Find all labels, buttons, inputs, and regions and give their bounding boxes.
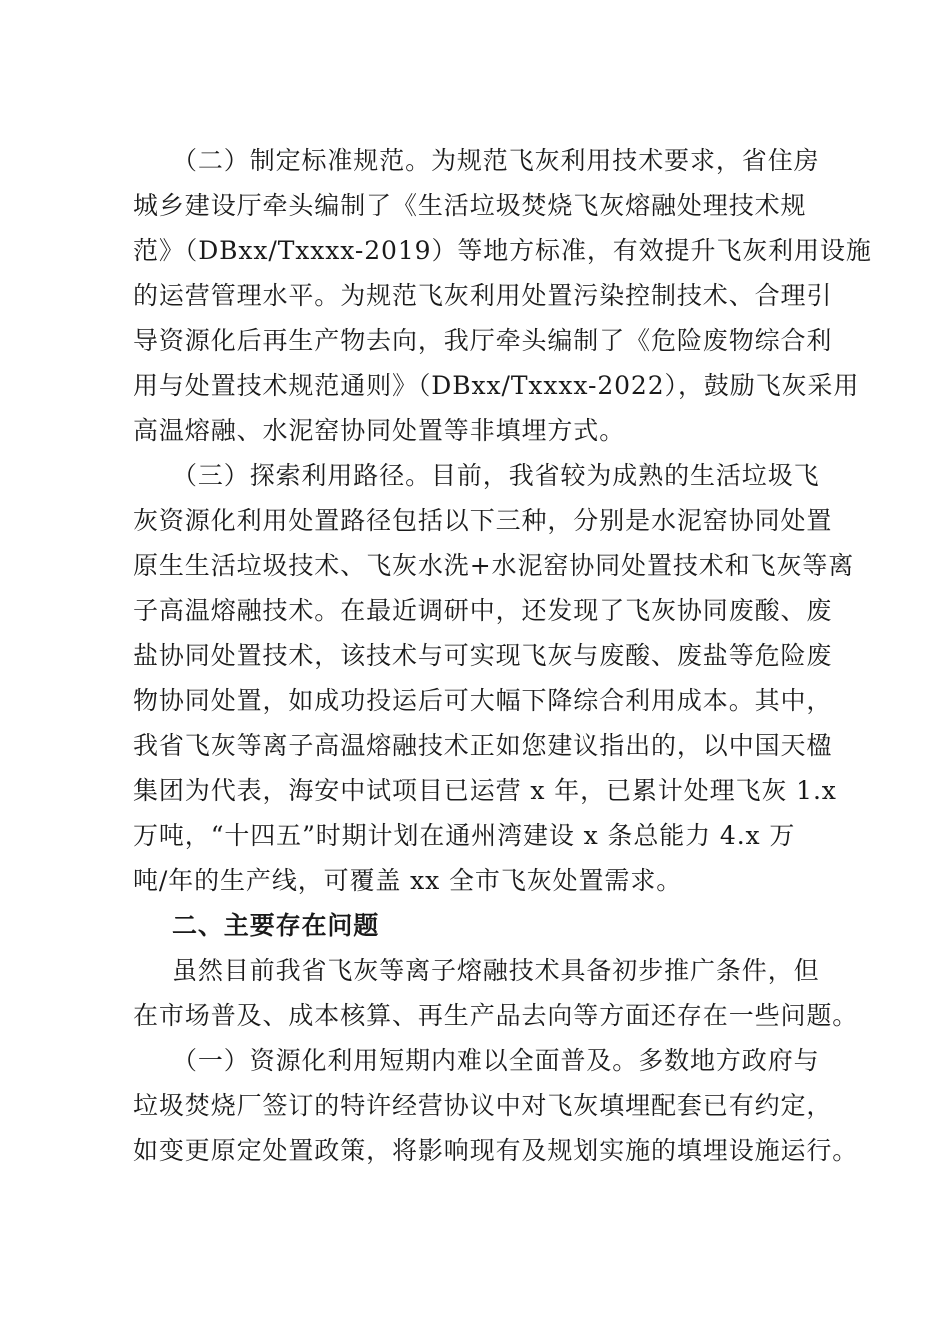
paragraph-line: 子高温熔融技术。在最近调研中，还发现了飞灰协同废酸、废: [133, 596, 833, 625]
paragraph-line: 在市场普及、成本核算、再生产品去向等方面还存在一些问题。: [133, 1001, 859, 1030]
paragraph-line: 物协同处置，如成功投运后可大幅下降综合利用成本。其中，: [133, 686, 833, 715]
paragraph-line: 原生生活垃圾技术、飞灰水洗+水泥窑协同处置技术和飞灰等离: [133, 551, 855, 580]
paragraph-line: 用与处置技术规范通则》（DBxx/Txxxx-2022），鼓励飞灰采用: [133, 371, 860, 400]
paragraph-line: 盐协同处置技术，该技术与可实现飞灰与废酸、废盐等危险废: [133, 641, 833, 670]
paragraph-line: 虽然目前我省飞灰等离子熔融技术具备初步推广条件，但: [172, 956, 820, 985]
paragraph-line: 城乡建设厅牵头编制了《生活垃圾焚烧飞灰熔融处理技术规: [133, 191, 807, 220]
paragraph-line: （二）制定标准规范。为规范飞灰利用技术要求，省住房: [172, 146, 820, 175]
paragraph-line: 垃圾焚烧厂签订的特许经营协议中对飞灰填埋配套已有约定，: [133, 1091, 833, 1120]
paragraph-line: 集团为代表，海安中试项目已运营 x 年，已累计处理飞灰 1.x: [133, 776, 837, 805]
paragraph-line: 导资源化后再生产物去向，我厅牵头编制了《危险废物综合利: [133, 326, 833, 355]
paragraph-line: 的运营管理水平。为规范飞灰利用处置污染控制技术、合理引: [133, 281, 833, 310]
paragraph-line: （一）资源化利用短期内难以全面普及。多数地方政府与: [172, 1046, 820, 1075]
paragraph-line: 范》（DBxx/Txxxx-2019）等地方标准，有效提升飞灰利用设施: [133, 236, 872, 265]
paragraph-line: （三）探索利用路径。目前，我省较为成熟的生活垃圾飞: [172, 461, 820, 490]
paragraph-line: 灰资源化利用处置路径包括以下三种，分别是水泥窑协同处置: [133, 506, 833, 535]
paragraph-line: 如变更原定处置政策，将影响现有及规划实施的填埋设施运行。: [133, 1136, 859, 1165]
paragraph-line: 高温熔融、水泥窑协同处置等非填埋方式。: [133, 416, 626, 445]
section-heading: 二、主要存在问题: [172, 911, 380, 940]
paragraph-line: 万吨，“十四五”时期计划在通州湾建设 x 条总能力 4.x 万: [133, 821, 796, 850]
paragraph-line: 吨/年的生产线，可覆盖 xx 全市飞灰处置需求。: [133, 866, 683, 895]
paragraph-line: 我省飞灰等离子高温熔融技术正如您建议指出的，以中国天楹: [133, 731, 833, 760]
